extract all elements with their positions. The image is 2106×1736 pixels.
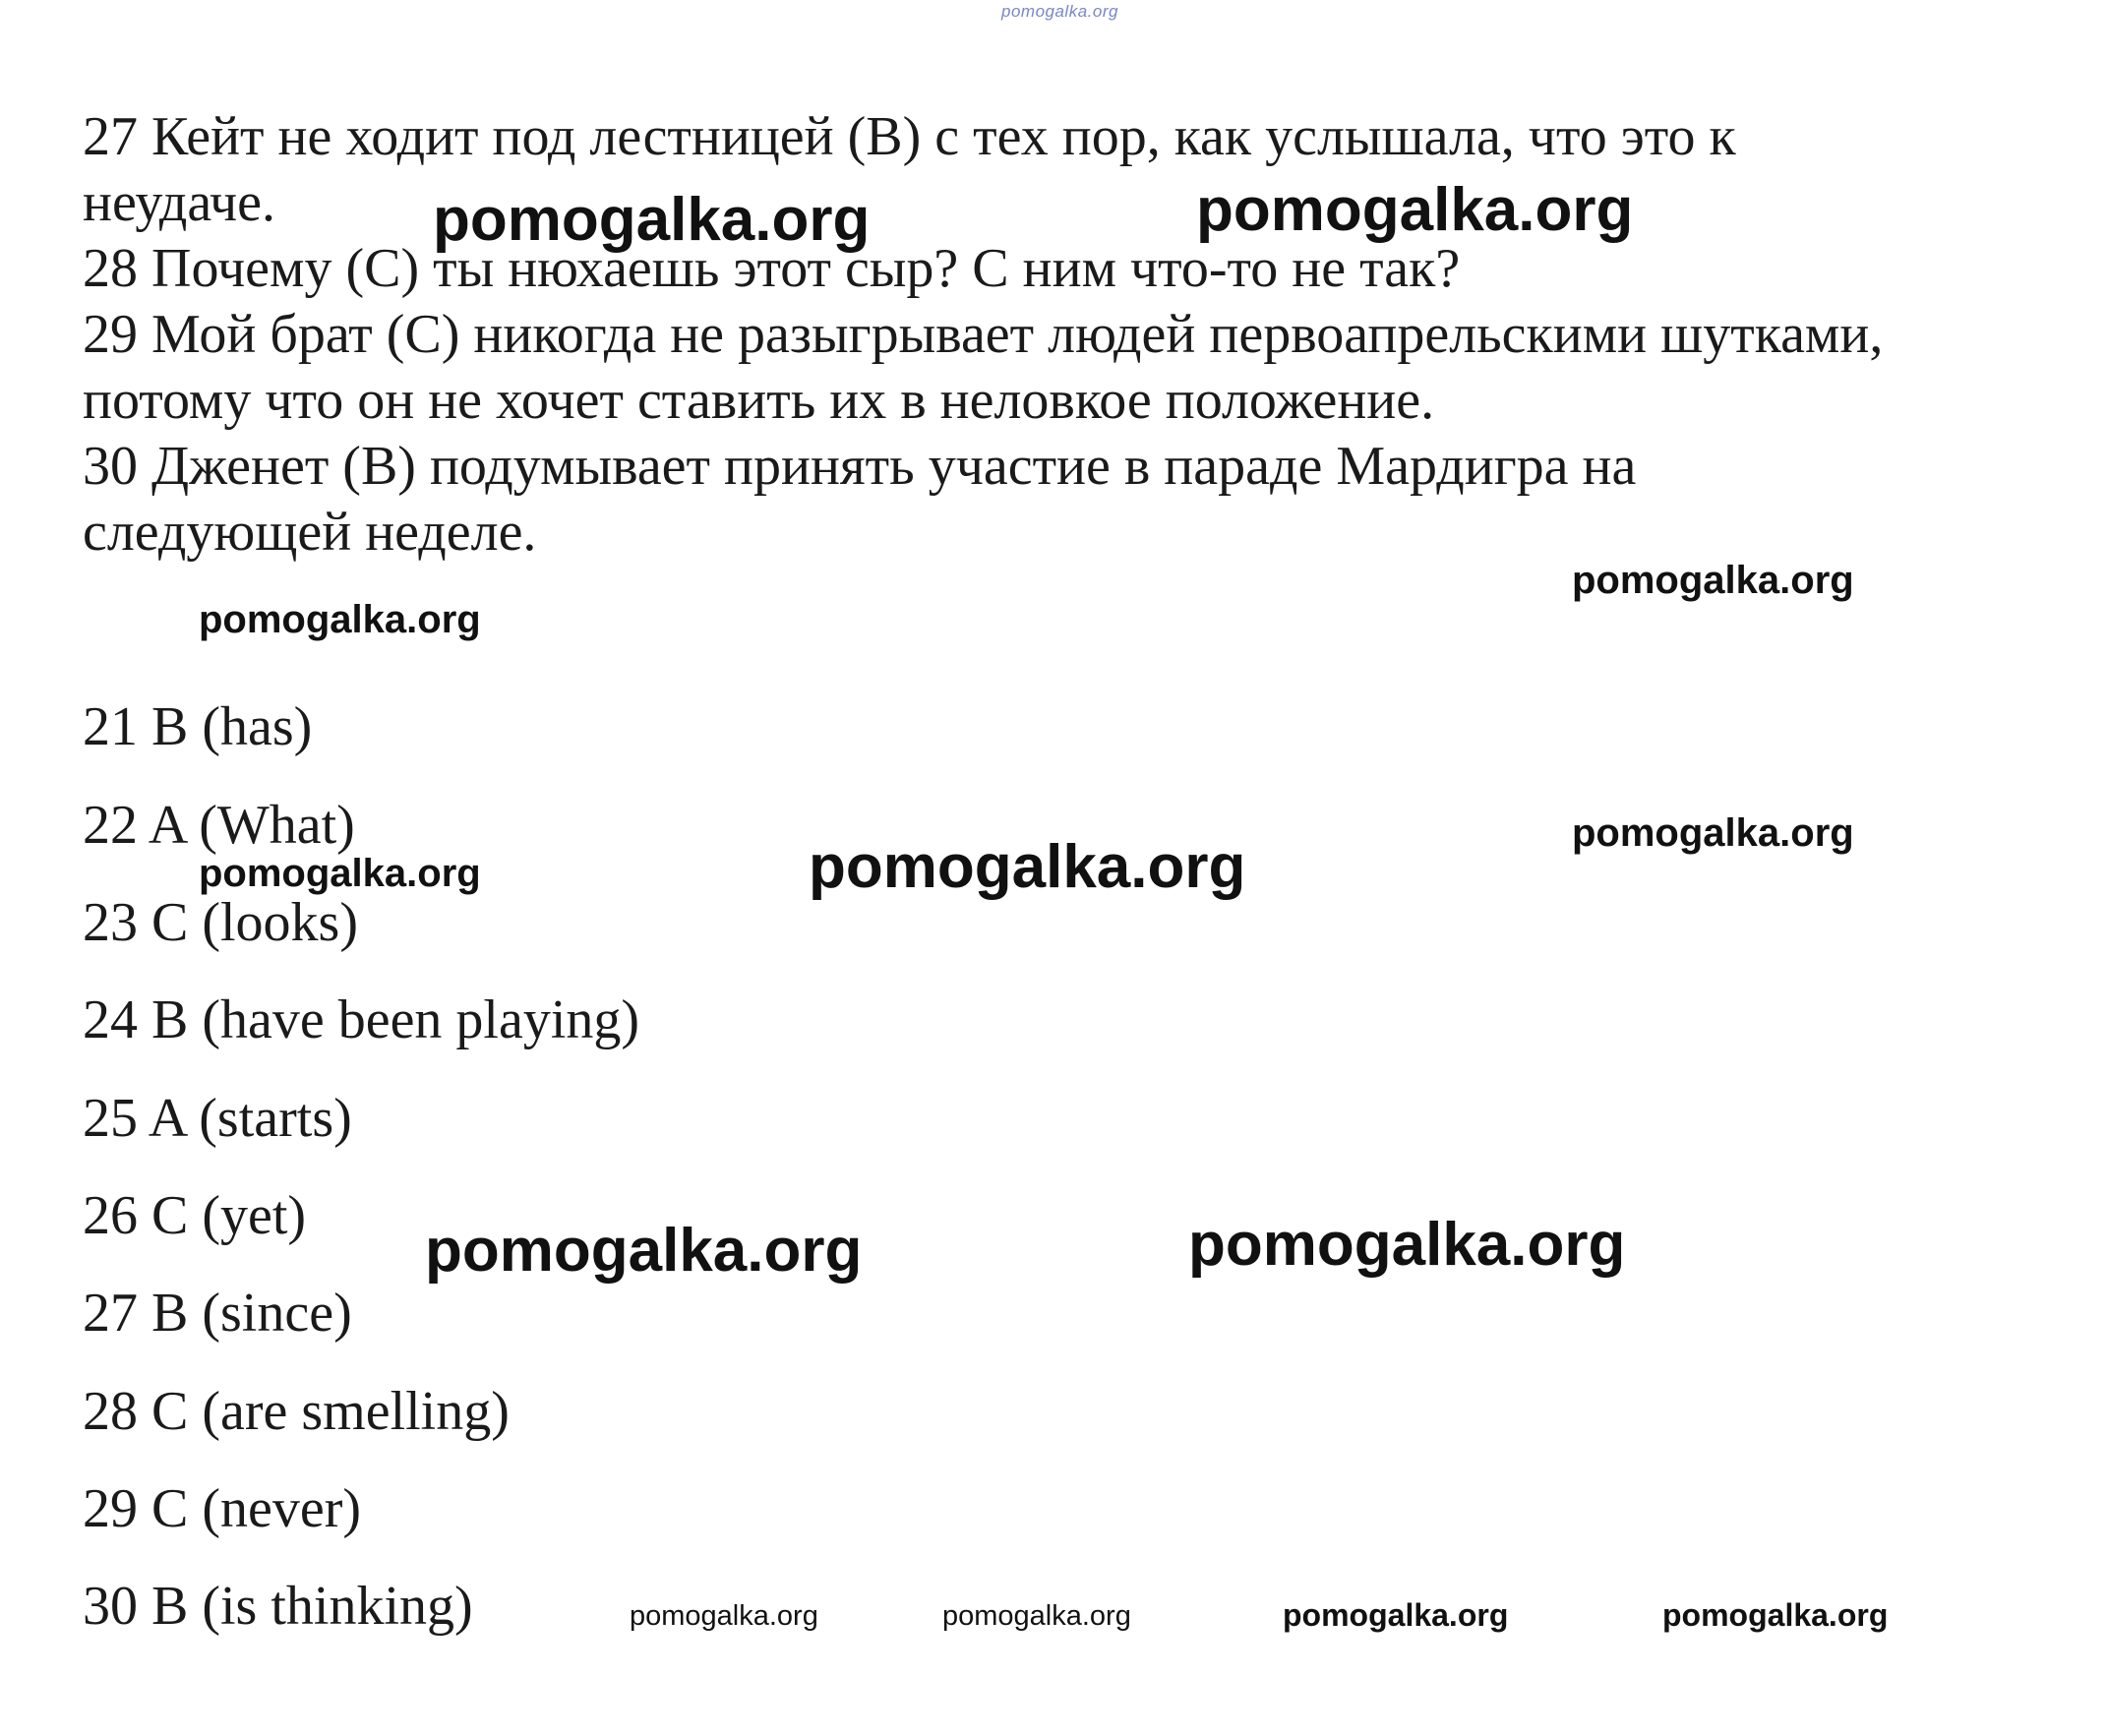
watermark: pomogalka.org bbox=[630, 1600, 818, 1632]
translation-29-line1: 29 Мой брат (C) никогда не разыгрывает людей первоапрельскими шутками, bbox=[83, 304, 1884, 365]
watermark: pomogalka.org bbox=[433, 186, 871, 254]
watermark: pomogalka.org bbox=[809, 833, 1246, 901]
answer-24: 24 B (have been playing) bbox=[83, 989, 640, 1050]
translation-29-line2: потому что он не хочет ставить их в неловкое положение. bbox=[83, 370, 1435, 431]
header-watermark: pomogalka.org bbox=[1001, 2, 1118, 21]
watermark: pomogalka.org bbox=[425, 1217, 863, 1285]
answer-23: 23 C (looks) bbox=[83, 892, 358, 953]
watermark: pomogalka.org bbox=[1662, 1597, 1889, 1633]
answer-28: 28 C (are smelling) bbox=[83, 1381, 510, 1442]
translation-27-line2: неудаче. bbox=[83, 172, 276, 233]
watermark: pomogalka.org bbox=[1188, 1211, 1626, 1279]
watermark: pomogalka.org bbox=[1572, 811, 1854, 855]
translation-30-line2: следующей неделе. bbox=[83, 502, 537, 563]
translation-27-line1: 27 Кейт не ходит под лестницей (B) с тех пор, как услышала, что это к bbox=[83, 106, 1736, 167]
answer-27: 27 B (since) bbox=[83, 1283, 352, 1344]
answer-29: 29 C (never) bbox=[83, 1478, 362, 1539]
watermark: pomogalka.org bbox=[1283, 1597, 1509, 1633]
translation-30-line1: 30 Дженет (B) подумывает принять участие в параде Мардигра на bbox=[83, 436, 1637, 497]
answer-21: 21 B (has) bbox=[83, 696, 313, 757]
watermark: pomogalka.org bbox=[199, 852, 481, 895]
watermark: pomogalka.org bbox=[1196, 176, 1634, 244]
answer-30: 30 B (is thinking) bbox=[83, 1576, 473, 1637]
answer-26: 26 C (yet) bbox=[83, 1185, 307, 1246]
answer-22: 22 A (What) bbox=[83, 795, 355, 856]
translation-28-line1: 28 Почему (C) ты нюхаешь этот сыр? С ним что-то не так? bbox=[83, 238, 1461, 299]
answer-25: 25 A (starts) bbox=[83, 1088, 352, 1149]
watermark: pomogalka.org bbox=[942, 1600, 1131, 1632]
watermark: pomogalka.org bbox=[199, 598, 481, 641]
watermark: pomogalka.org bbox=[1572, 559, 1854, 602]
